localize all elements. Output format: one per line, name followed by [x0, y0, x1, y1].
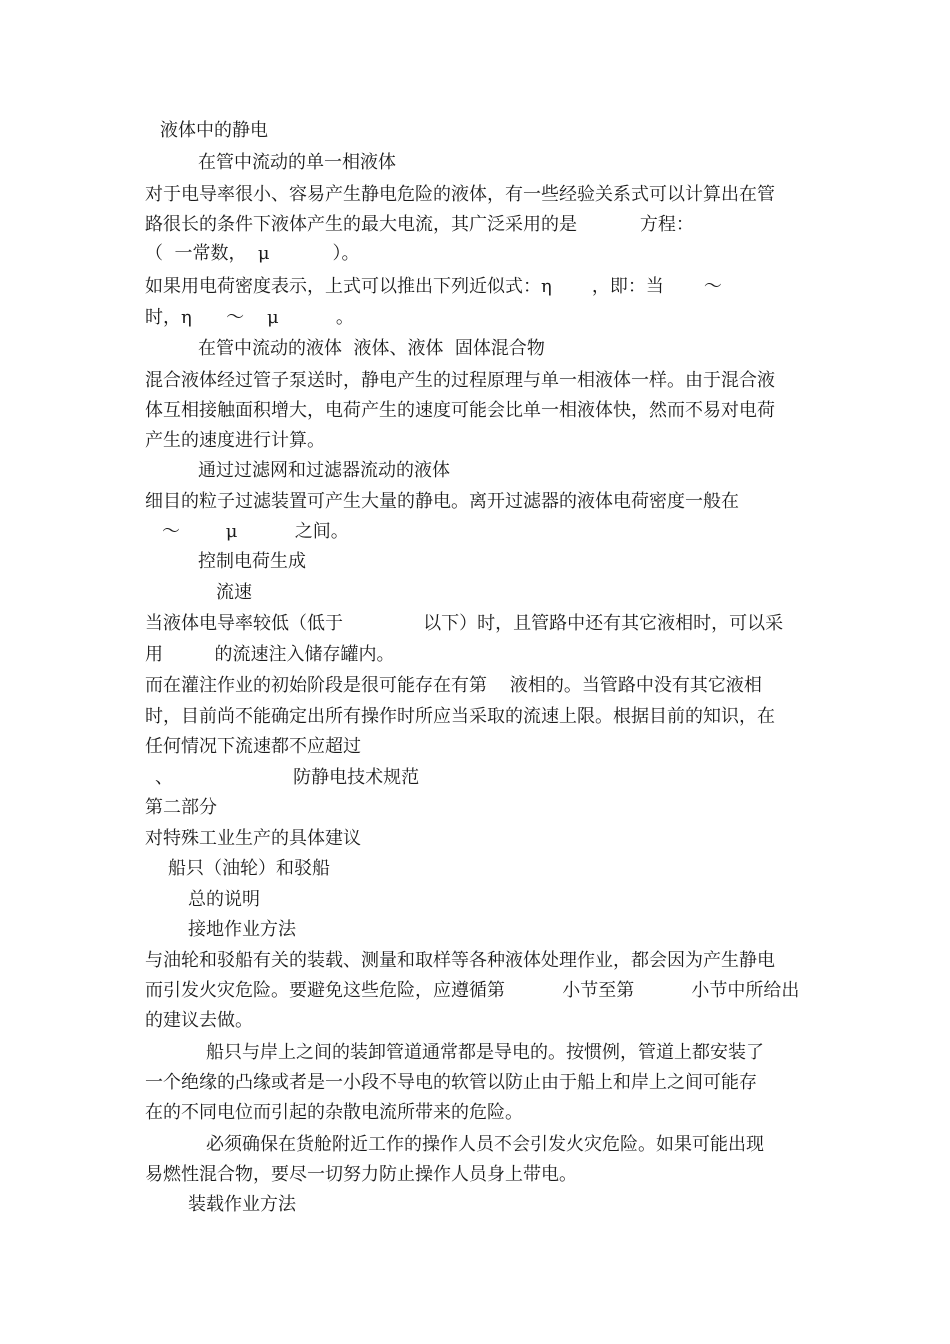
paragraph-line: 而在灌注作业的初始阶段是很可能存在有第 液相的。当管路中没有其它液相	[145, 675, 762, 696]
paragraph-line: 产生的速度进行计算。	[145, 430, 325, 451]
section-heading: 船只（油轮）和驳船	[168, 858, 330, 879]
subsection-heading: 接地作业方法	[188, 919, 296, 940]
section-heading: 液体中的静电	[160, 120, 268, 141]
subsection-heading: 流速	[216, 582, 252, 603]
paragraph-line: 一个绝缘的凸缘或者是一小段不导电的软管以防止由于船上和岸上之间可能存	[145, 1072, 757, 1093]
paragraph-line: 时，η ～ μ 。	[145, 307, 354, 328]
paragraph-line: 任何情况下流速都不应超过	[145, 736, 361, 757]
subsection-heading: 通过过滤网和过滤器流动的液体	[198, 460, 450, 481]
subsection-heading: 装载作业方法	[188, 1194, 296, 1215]
paragraph-line: 时，目前尚不能确定出所有操作时所应当采取的流速上限。根据目前的知识，在	[145, 706, 775, 727]
part-title: 对特殊工业生产的具体建议	[145, 828, 361, 849]
paragraph-line: 细目的粒子过滤装置可产生大量的静电。离开过滤器的液体电荷密度一般在	[145, 491, 739, 512]
paragraph-line: 易燃性混合物，要尽一切努力防止操作人员身上带电。	[145, 1164, 577, 1185]
paragraph-line: 混合液体经过管子泵送时，静电产生的过程原理与单一相液体一样。由于混合液	[145, 370, 775, 391]
paragraph-line: 如果用电荷密度表示，上式可以推出下列近似式：η ，即：当 ～	[145, 276, 722, 297]
subsection-heading: 控制电荷生成	[198, 551, 306, 572]
subsection-heading: 在管中流动的单一相液体	[198, 152, 396, 173]
paragraph-line: 船只与岸上之间的装卸管道通常都是导电的。按惯例，管道上都安装了	[206, 1042, 764, 1063]
paragraph-line: 的建议去做。	[145, 1010, 253, 1031]
part-heading: 第二部分	[145, 797, 217, 818]
paragraph-line: 与油轮和驳船有关的装载、测量和取样等各种液体处理作业，都会因为产生静电	[145, 950, 775, 971]
paragraph-line: 在的不同电位而引起的杂散电流所带来的危险。	[145, 1102, 523, 1123]
paragraph-line: 而引发火灾危险。要避免这些危险，应遵循第 小节至第 小节中所给出	[145, 980, 800, 1001]
paragraph-line: 路很长的条件下液体产生的最大电流，其广泛采用的是 方程：	[145, 214, 694, 235]
subsection-heading: 在管中流动的液体 液体、液体 固体混合物	[198, 338, 545, 359]
paragraph-line: （ 一常数， μ ）。	[145, 243, 360, 264]
paragraph-line: 对于电导率很小、容易产生静电危险的液体，有一些经验关系式可以计算出在管	[145, 184, 775, 205]
paragraph-line: 必须确保在货舱附近工作的操作人员不会引发火灾危险。如果可能出现	[206, 1134, 764, 1155]
paragraph-line: 当液体电导率较低（低于 以下）时，且管路中还有其它液相时，可以采	[145, 613, 784, 634]
section-heading: 、 防静电技术规范	[155, 767, 420, 788]
subsection-heading: 总的说明	[188, 889, 260, 910]
paragraph-line: ～ μ 之间。	[162, 521, 349, 542]
paragraph-line: 用 的流速注入储存罐内。	[145, 644, 395, 665]
paragraph-line: 体互相接触面积增大，电荷产生的速度可能会比单一相液体快，然而不易对电荷	[145, 400, 775, 421]
